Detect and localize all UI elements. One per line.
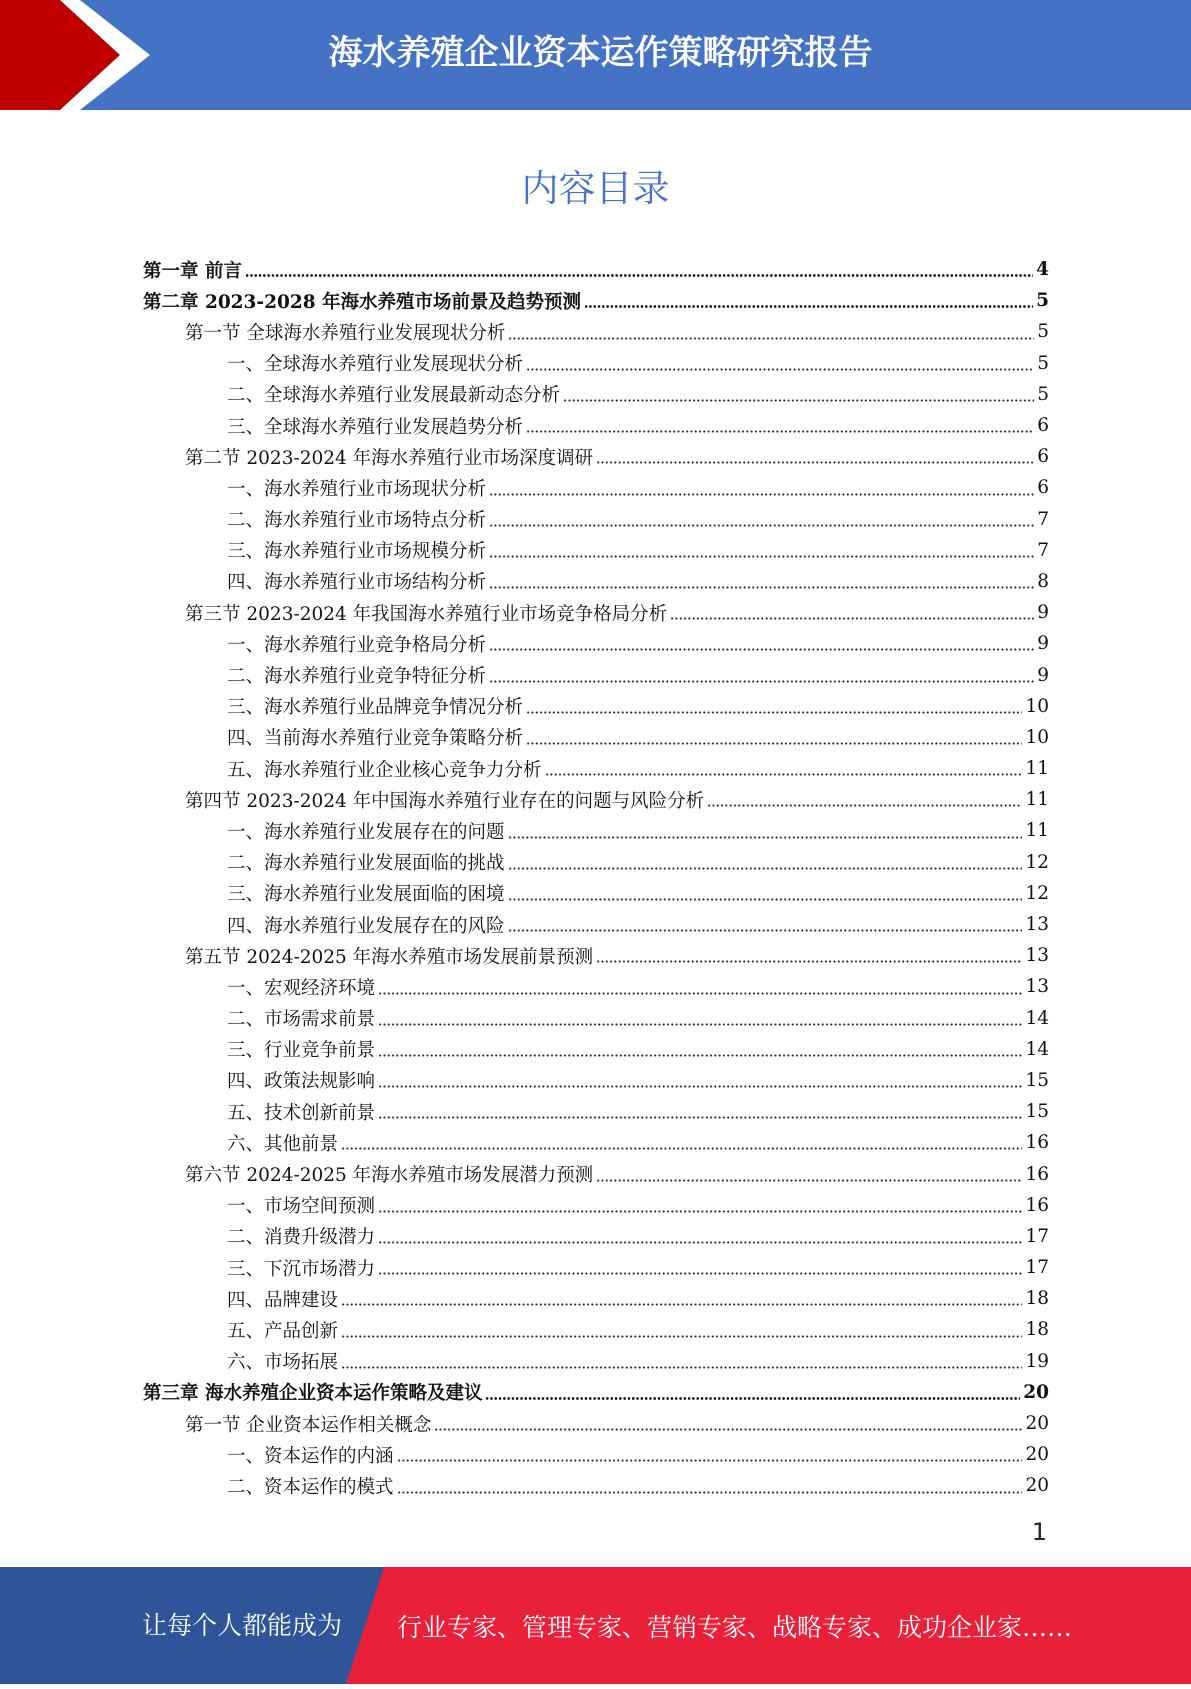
toc-entry-page: 20 bbox=[1025, 1413, 1049, 1435]
toc-dot-leader bbox=[707, 804, 1022, 807]
toc-entry-page: 5 bbox=[1037, 352, 1049, 374]
toc-entry-item[interactable] bbox=[143, 504, 1049, 535]
toc-entry-item[interactable] bbox=[143, 1314, 1049, 1345]
toc-entry-item[interactable] bbox=[143, 1221, 1049, 1252]
toc-dot-leader bbox=[489, 680, 1034, 683]
toc-entry-title: 四、政策法规影响 bbox=[227, 1071, 376, 1093]
toc-dot-leader bbox=[397, 1491, 1023, 1494]
toc-entry-page: 16 bbox=[1025, 1163, 1049, 1185]
toc-entry-item[interactable] bbox=[143, 379, 1049, 410]
toc-entry-page: 18 bbox=[1025, 1319, 1049, 1341]
toc-entry-page: 11 bbox=[1025, 789, 1049, 811]
toc-entry-page: 11 bbox=[1025, 758, 1049, 780]
toc-entry-item[interactable] bbox=[143, 1127, 1049, 1158]
toc-entry-item[interactable] bbox=[143, 1190, 1049, 1221]
page-footer bbox=[0, 1567, 1191, 1684]
toc-entry-title: 一、海水养殖行业发展存在的问题 bbox=[227, 821, 505, 843]
toc-entry-title: 二、资本运作的模式 bbox=[227, 1476, 394, 1498]
toc-entry-page: 20 bbox=[1025, 1475, 1049, 1497]
toc-entry-page: 4 bbox=[1036, 259, 1049, 281]
toc-dot-leader bbox=[508, 929, 1023, 932]
toc-dot-leader bbox=[397, 1459, 1023, 1462]
toc-entry-title: 第三节 2023-2024 年我国海水养殖行业市场竞争格局分析 bbox=[185, 603, 668, 625]
page-header bbox=[0, 0, 1191, 110]
toc-entry-item[interactable] bbox=[143, 815, 1049, 846]
toc-entry-page: 8 bbox=[1037, 570, 1049, 592]
toc-entry-title: 第二章 2023-2028 年海水养殖市场前景及趋势预测 bbox=[143, 291, 582, 313]
toc-entry-page: 15 bbox=[1025, 1101, 1049, 1123]
toc-entry-page: 15 bbox=[1025, 1069, 1049, 1091]
toc-entry-item[interactable] bbox=[143, 1034, 1049, 1065]
toc-entry-title: 第五节 2024-2025 年海水养殖市场发展前景预测 bbox=[185, 946, 594, 968]
toc-dot-leader bbox=[341, 1147, 1022, 1150]
toc-entry-title: 一、全球海水养殖行业发展现状分析 bbox=[227, 354, 524, 376]
toc-entry-section[interactable] bbox=[143, 1158, 1049, 1189]
toc-entry-item[interactable] bbox=[143, 1065, 1049, 1096]
toc-entry-item[interactable] bbox=[143, 659, 1049, 690]
toc-dot-leader bbox=[670, 617, 1034, 620]
toc-entry-title: 第三章 海水养殖企业资本运作策略及建议 bbox=[143, 1383, 483, 1405]
toc-entry-page: 9 bbox=[1037, 602, 1049, 624]
toc-dot-leader bbox=[526, 742, 1022, 745]
toc-entry-title: 第一节 企业资本运作相关概念 bbox=[185, 1414, 432, 1436]
toc-entry-page: 14 bbox=[1025, 1007, 1049, 1029]
toc-entry-page: 20 bbox=[1025, 1444, 1049, 1466]
toc-entry-title: 三、下沉市场潜力 bbox=[227, 1258, 376, 1280]
toc-entry-page: 6 bbox=[1037, 477, 1049, 499]
toc-entry-page: 9 bbox=[1037, 664, 1049, 686]
toc-entry-title: 三、海水养殖行业品牌竞争情况分析 bbox=[227, 697, 524, 719]
toc-entry-item[interactable] bbox=[143, 1283, 1049, 1314]
toc-entry-page: 6 bbox=[1037, 415, 1049, 437]
toc-entry-title: 二、海水养殖行业市场特点分析 bbox=[227, 510, 487, 532]
toc-dot-leader bbox=[489, 648, 1034, 651]
toc-entry-title: 一、海水养殖行业市场现状分析 bbox=[227, 478, 487, 500]
toc-dot-leader bbox=[341, 1335, 1022, 1338]
toc-entry-page: 5 bbox=[1037, 383, 1049, 405]
toc-entry-item[interactable] bbox=[143, 1096, 1049, 1127]
toc-entry-title: 二、消费升级潜力 bbox=[227, 1227, 376, 1249]
toc-entry-page: 11 bbox=[1025, 820, 1049, 842]
toc-entry-title: 四、品牌建设 bbox=[227, 1289, 339, 1311]
toc-entry-title: 三、海水养殖行业市场规模分析 bbox=[227, 541, 487, 563]
toc-entry-page: 7 bbox=[1037, 508, 1049, 530]
toc-dot-leader bbox=[508, 337, 1034, 340]
toc-dot-leader bbox=[526, 711, 1022, 714]
footer-slogan-right: 行业专家、管理专家、营销专家、战略专家、成功企业家…… bbox=[397, 1613, 1073, 1642]
toc-dot-leader bbox=[489, 586, 1034, 589]
table-of-contents bbox=[143, 254, 1049, 1502]
toc-entry-item[interactable] bbox=[143, 1439, 1049, 1470]
toc-dot-leader bbox=[378, 1241, 1022, 1244]
toc-entry-page: 16 bbox=[1025, 1194, 1049, 1216]
toc-dot-leader bbox=[378, 1023, 1022, 1026]
toc-dot-leader bbox=[508, 898, 1023, 901]
toc-entry-page: 13 bbox=[1025, 976, 1049, 998]
toc-dot-leader bbox=[378, 1085, 1022, 1088]
toc-dot-leader bbox=[341, 1366, 1022, 1369]
toc-entry-title: 二、海水养殖行业发展面临的挑战 bbox=[227, 853, 505, 875]
toc-entry-section[interactable] bbox=[143, 1408, 1049, 1439]
toc-entry-page: 7 bbox=[1037, 539, 1049, 561]
toc-entry-title: 第六节 2024-2025 年海水养殖市场发展潜力预测 bbox=[185, 1165, 594, 1187]
toc-dot-leader bbox=[245, 274, 1033, 277]
toc-dot-leader bbox=[596, 960, 1022, 963]
toc-entry-page: 13 bbox=[1025, 945, 1049, 967]
toc-entry-page: 10 bbox=[1025, 726, 1049, 748]
toc-entry-page: 12 bbox=[1025, 851, 1049, 873]
toc-entry-item[interactable] bbox=[143, 847, 1049, 878]
toc-entry-title: 第一节 全球海水养殖行业发展现状分析 bbox=[185, 322, 506, 344]
toc-entry-section[interactable] bbox=[143, 597, 1049, 628]
toc-entry-page: 14 bbox=[1025, 1038, 1049, 1060]
footer-slogan-left: 让每个人都能成为 bbox=[142, 1611, 343, 1640]
toc-entry-title: 五、海水养殖行业企业核心竞争力分析 bbox=[227, 759, 542, 781]
toc-entry-title: 五、产品创新 bbox=[227, 1320, 339, 1342]
toc-entry-item[interactable] bbox=[143, 878, 1049, 909]
toc-entry-page: 19 bbox=[1025, 1350, 1049, 1372]
toc-entry-title: 四、海水养殖行业发展存在的风险 bbox=[227, 915, 505, 937]
toc-dot-leader bbox=[489, 524, 1034, 527]
toc-entry-title: 第二节 2023-2024 年海水养殖行业市场深度调研 bbox=[185, 447, 594, 469]
toc-entry-page: 13 bbox=[1025, 914, 1049, 936]
toc-dot-leader bbox=[378, 992, 1022, 995]
toc-entry-item[interactable] bbox=[143, 1003, 1049, 1034]
toc-dot-leader bbox=[508, 836, 1023, 839]
toc-entry-title: 二、海水养殖行业竞争特征分析 bbox=[227, 666, 487, 688]
toc-dot-leader bbox=[378, 1116, 1022, 1119]
toc-entry-page: 17 bbox=[1025, 1257, 1049, 1279]
toc-dot-leader bbox=[485, 1397, 1020, 1400]
toc-entry-section[interactable] bbox=[143, 784, 1049, 815]
toc-entry-page: 18 bbox=[1025, 1288, 1049, 1310]
toc-dot-leader bbox=[545, 773, 1023, 776]
toc-entry-title: 四、海水养殖行业市场结构分析 bbox=[227, 572, 487, 594]
toc-dot-leader bbox=[434, 1428, 1022, 1431]
toc-dot-leader bbox=[596, 461, 1034, 464]
toc-entry-title: 一、资本运作的内涵 bbox=[227, 1445, 394, 1467]
toc-entry-item[interactable] bbox=[143, 971, 1049, 1002]
toc-entry-page: 5 bbox=[1036, 290, 1049, 312]
toc-entry-item[interactable] bbox=[143, 348, 1049, 379]
toc-entry-title: 三、全球海水养殖行业发展趋势分析 bbox=[227, 416, 524, 438]
toc-entry-title: 二、全球海水养殖行业发展最新动态分析 bbox=[227, 385, 561, 407]
toc-entry-title: 第四节 2023-2024 年中国海水养殖行业存在的问题与风险分析 bbox=[185, 790, 705, 812]
toc-entry-item[interactable] bbox=[143, 472, 1049, 503]
toc-entry-section[interactable] bbox=[143, 441, 1049, 472]
toc-entry-title: 四、当前海水养殖行业竞争策略分析 bbox=[227, 728, 524, 750]
toc-entry-section[interactable] bbox=[143, 940, 1049, 971]
toc-entry-item[interactable] bbox=[143, 909, 1049, 940]
toc-entry-chapter[interactable] bbox=[143, 1377, 1049, 1408]
toc-entry-title: 一、宏观经济环境 bbox=[227, 977, 376, 999]
toc-entry-item[interactable] bbox=[143, 753, 1049, 784]
toc-dot-leader bbox=[378, 1054, 1022, 1057]
toc-entry-page: 20 bbox=[1023, 1381, 1049, 1403]
toc-entry-title: 一、市场空间预测 bbox=[227, 1196, 376, 1218]
toc-entry-item[interactable] bbox=[143, 722, 1049, 753]
toc-entry-chapter[interactable] bbox=[143, 285, 1049, 316]
toc-dot-leader bbox=[378, 1272, 1022, 1275]
toc-entry-item[interactable] bbox=[143, 691, 1049, 722]
toc-dot-leader bbox=[489, 493, 1034, 496]
toc-entry-page: 17 bbox=[1025, 1225, 1049, 1247]
toc-entry-page: 9 bbox=[1037, 633, 1049, 655]
page-number: 1 bbox=[1031, 1518, 1047, 1546]
toc-dot-leader bbox=[526, 430, 1034, 433]
toc-entry-title: 二、市场需求前景 bbox=[227, 1009, 376, 1031]
toc-dot-leader bbox=[341, 1303, 1022, 1306]
toc-entry-title: 三、行业竞争前景 bbox=[227, 1040, 376, 1062]
toc-entry-title: 第一章 前言 bbox=[143, 260, 242, 282]
toc-dot-leader bbox=[378, 1210, 1022, 1213]
toc-dot-leader bbox=[596, 1179, 1022, 1182]
toc-entry-page: 5 bbox=[1037, 321, 1049, 343]
toc-entry-title: 一、海水养殖行业竞争格局分析 bbox=[227, 634, 487, 656]
toc-entry-page: 6 bbox=[1037, 446, 1049, 468]
toc-entry-title: 六、市场拓展 bbox=[227, 1352, 339, 1374]
toc-heading: 内容目录 bbox=[521, 167, 670, 210]
toc-entry-title: 五、技术创新前景 bbox=[227, 1102, 376, 1124]
toc-entry-chapter[interactable] bbox=[143, 254, 1049, 285]
toc-entry-item[interactable] bbox=[143, 535, 1049, 566]
toc-dot-leader bbox=[489, 555, 1034, 558]
toc-entry-title: 三、海水养殖行业发展面临的困境 bbox=[227, 884, 505, 906]
toc-dot-leader bbox=[563, 399, 1034, 402]
toc-entry-title: 六、其他前景 bbox=[227, 1133, 339, 1155]
toc-entry-page: 16 bbox=[1025, 1132, 1049, 1154]
toc-entry-item[interactable] bbox=[143, 1346, 1049, 1377]
toc-entry-item[interactable] bbox=[143, 628, 1049, 659]
toc-entry-section[interactable] bbox=[143, 316, 1049, 347]
toc-entry-item[interactable] bbox=[143, 566, 1049, 597]
toc-dot-leader bbox=[508, 867, 1023, 870]
toc-entry-item[interactable] bbox=[143, 1252, 1049, 1283]
toc-dot-leader bbox=[526, 368, 1034, 371]
toc-entry-item[interactable] bbox=[143, 410, 1049, 441]
toc-entry-page: 12 bbox=[1025, 882, 1049, 904]
toc-entry-page: 10 bbox=[1025, 695, 1049, 717]
toc-entry-item[interactable] bbox=[143, 1470, 1049, 1501]
toc-dot-leader bbox=[584, 305, 1033, 308]
report-title: 海水养殖企业资本运作策略研究报告 bbox=[328, 33, 873, 73]
